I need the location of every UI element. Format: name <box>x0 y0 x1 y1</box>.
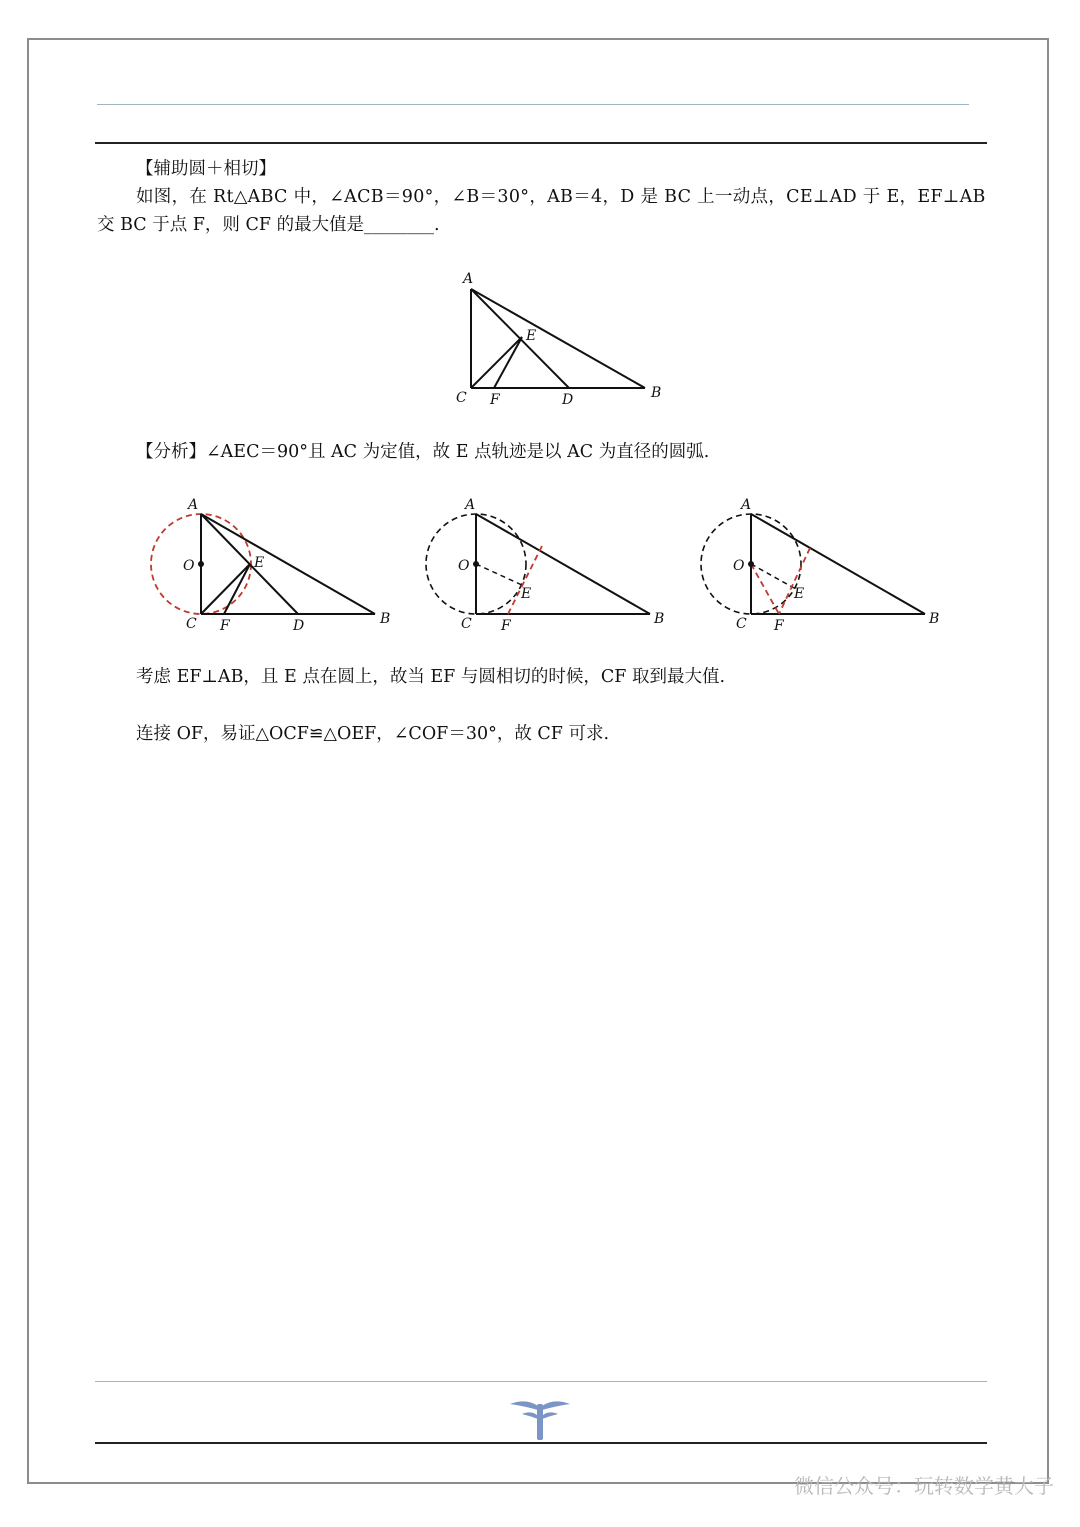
label-c: C <box>461 616 472 632</box>
label-o: O <box>733 558 745 574</box>
label-d: D <box>293 618 305 634</box>
connect-text: 连接 OF，易证△OCF≌△OEF，∠COF＝30°，故 CF 可求. <box>136 724 610 744</box>
label-f: F <box>501 618 511 634</box>
label-a: A <box>188 497 199 513</box>
footer-logo-icon <box>508 1396 572 1442</box>
analysis-figure-2 <box>415 488 675 638</box>
label-c: C <box>736 616 747 632</box>
footer-rule-blue <box>95 1381 987 1382</box>
analysis-figure-1 <box>140 488 400 638</box>
problem-line-1: 如图，在 Rt△ABC 中，∠ACB＝90°，∠B＝30°，AB＝4，D 是 BC 上一动点，CE⊥AD 于 E，EF⊥AB <box>136 187 986 207</box>
center-o-dot <box>748 561 754 567</box>
label-e: E <box>526 328 537 344</box>
main-triangle-figure <box>440 262 680 412</box>
label-f: F <box>490 392 500 408</box>
label-c: C <box>456 390 467 406</box>
label-a: A <box>741 497 752 513</box>
analysis-text: 【分析】∠AEC＝90°且 AC 为定值，故 E 点轨迹是以 AC 为直径的圆弧. <box>136 442 710 462</box>
header-rule-blue <box>97 104 969 105</box>
label-c: C <box>186 616 197 632</box>
footer-rule-black <box>95 1442 987 1444</box>
label-b: B <box>929 611 940 627</box>
label-e: E <box>794 586 805 602</box>
segment-ab <box>471 289 645 388</box>
label-f: F <box>220 618 230 634</box>
label-b: B <box>654 611 665 627</box>
segment-ef <box>494 337 522 388</box>
problem-line-2: 交 BC 于点 F，则 CF 的最大值是________. <box>97 215 440 235</box>
label-f: F <box>774 618 784 634</box>
section-title: 【辅助圆＋相切】 <box>136 159 276 179</box>
watermark: 微信公众号：玩转数学黄大子 <box>794 1474 1054 1498</box>
analysis-figure-3 <box>690 488 950 638</box>
center-o-dot <box>198 561 204 567</box>
segment-ce <box>471 337 522 388</box>
label-b: B <box>380 611 391 627</box>
label-e: E <box>254 555 265 571</box>
label-e: E <box>521 586 532 602</box>
label-o: O <box>458 558 470 574</box>
consider-text: 考虑 EF⊥AB，且 E 点在圆上，故当 EF 与圆相切的时候，CF 取到最大值. <box>136 667 726 687</box>
center-o-dot <box>473 561 479 567</box>
label-o: O <box>183 558 195 574</box>
tangent-line-red <box>779 548 810 614</box>
label-b: B <box>651 385 662 401</box>
page-frame <box>27 38 1049 1484</box>
label-d: D <box>562 392 574 408</box>
segment-of-red <box>751 564 779 614</box>
label-a: A <box>465 497 476 513</box>
radius-oe <box>476 564 524 586</box>
label-a: A <box>463 271 474 287</box>
header-rule-black <box>95 142 987 144</box>
